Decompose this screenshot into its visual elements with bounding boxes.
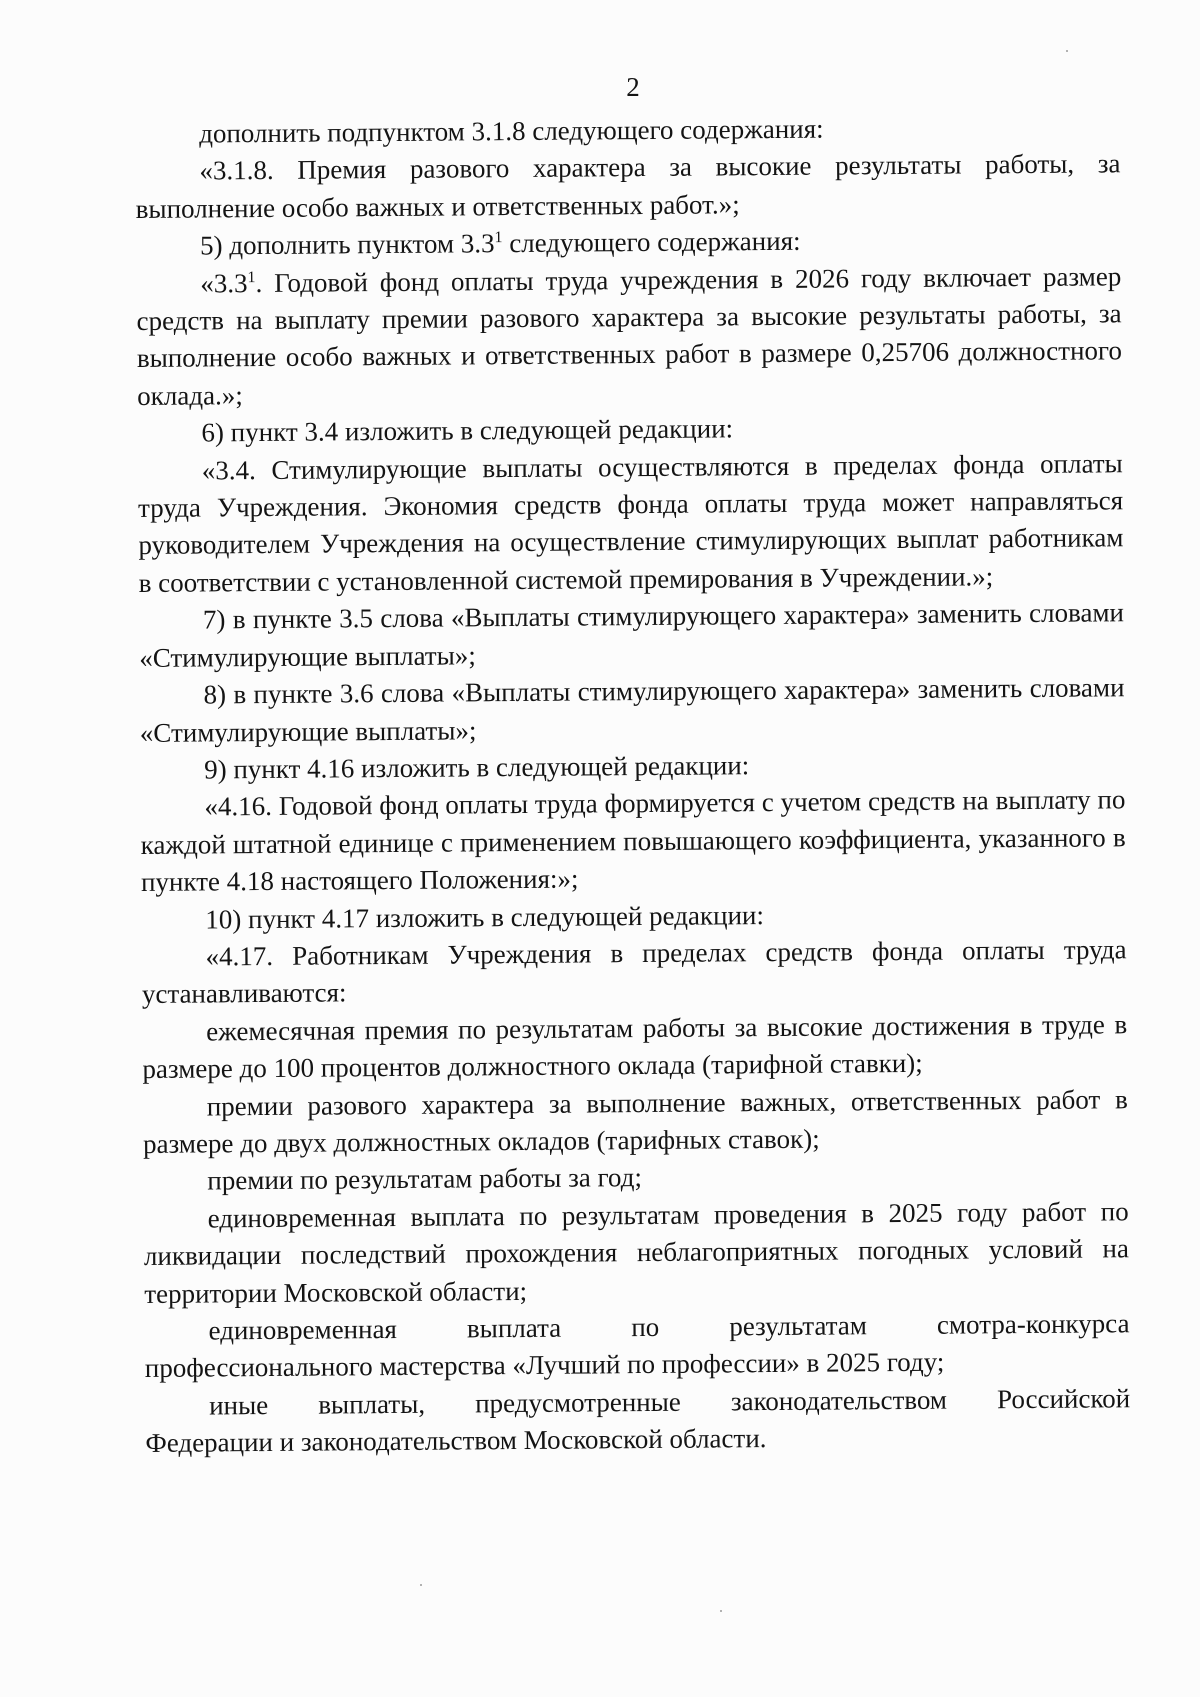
scan-speck: [1066, 50, 1068, 52]
paragraph-15: премии по результатам работы за год;: [207, 1162, 643, 1196]
paragraph-4-tail: . Годовой фонд оплаты труда учреждения в 2026 году включает размер средств на выплату премии разового характера за высокие результаты работы, за выполнение особо важных и ответственных работ в размере 0,25706 должностного оклада.»;: [136, 260, 1122, 411]
scan-speck: [420, 1584, 422, 1586]
paragraph-16: единовременная выплата по результатам проведения в 2025 году работ по ликвидации последствий прохождения неблагоприятных погодных условий на территории Московской области;: [143, 1196, 1130, 1309]
paragraph-14: премии разового характера за выполнение важных, ответственных работ в размере до двух должностных окладов (тарифных ставок);: [142, 1083, 1128, 1159]
paragraph-6: «3.4. Стимулирующие выплаты осуществляются в пределах фонда оплаты труда Учреждения. Экономия средств фонда оплаты труда может направляться руководителем Учреждения на осуществление стимулирующих выплат работникам в соответствии с установленной системой премирования в Учреждении.»;: [137, 447, 1124, 598]
paragraph-2: «3.1.8. Премия разового характера за высокие результаты работы, за выполнение особо важных и ответственных работ.»;: [135, 148, 1121, 224]
paragraph-4: [136, 258, 1122, 415]
paragraph-17-continued: профессионального мастерства «Лучший по профессии» в 2025 году;: [144, 1347, 945, 1384]
superscript-1: 1: [494, 229, 503, 247]
paragraph-3-text: 5) дополнить пунктом 3.3: [199, 228, 495, 261]
document-body: [135, 108, 1131, 1462]
page-number: 2: [626, 72, 640, 102]
paragraph-18: иные выплаты, предусмотренные законодательством Российской: [209, 1383, 1131, 1421]
paragraph-8: 8) в пункте 3.6 слова «Выплаты стимулирующего характера» заменить словами «Стимулирующие выплаты»;: [139, 672, 1125, 748]
paragraph-12: «4.17. Работникам Учреждения в пределах средств фонда оплаты труда устанавливаются:: [141, 934, 1127, 1010]
paragraph-9: 9) пункт 4.16 изложить в следующей редакции:: [204, 750, 750, 785]
paragraph-11: 10) пункт 4.17 изложить в следующей редакции:: [205, 899, 765, 935]
scan-speck: [720, 1610, 722, 1612]
paragraph-4-text: «3.3: [200, 267, 248, 299]
paragraph-10: «4.16. Годовой фонд оплаты труда формируется с учетом средств на выплату по каждой штатной единице с применением повышающего коэффициента, указанного в пункте 4.18 настоящего Положения:»;: [140, 784, 1126, 898]
paragraph-17: единовременная выплата по результатам смотра-конкурса: [208, 1308, 1130, 1346]
paragraph-3-tail: следующего содержания:: [502, 225, 801, 259]
paragraph-18-continued: Федерации и законодательством Московской области.: [145, 1423, 767, 1459]
paragraph-1: дополнить подпунктом 3.1.8 следующего содержания:: [199, 113, 824, 149]
paragraph-13: ежемесячная премия по результатам работы за высокие достижения в труде в размере до 100 процентов должностного оклада (тарифной ставки);: [142, 1008, 1128, 1085]
superscript-2: 1: [247, 268, 256, 286]
paragraph-7: 7) в пункте 3.5 слова «Выплаты стимулирующего характера» заменить словами «Стимулирующие выплаты»;: [139, 597, 1125, 673]
paragraph-5: 6) пункт 3.4 изложить в следующей редакции:: [201, 413, 734, 448]
